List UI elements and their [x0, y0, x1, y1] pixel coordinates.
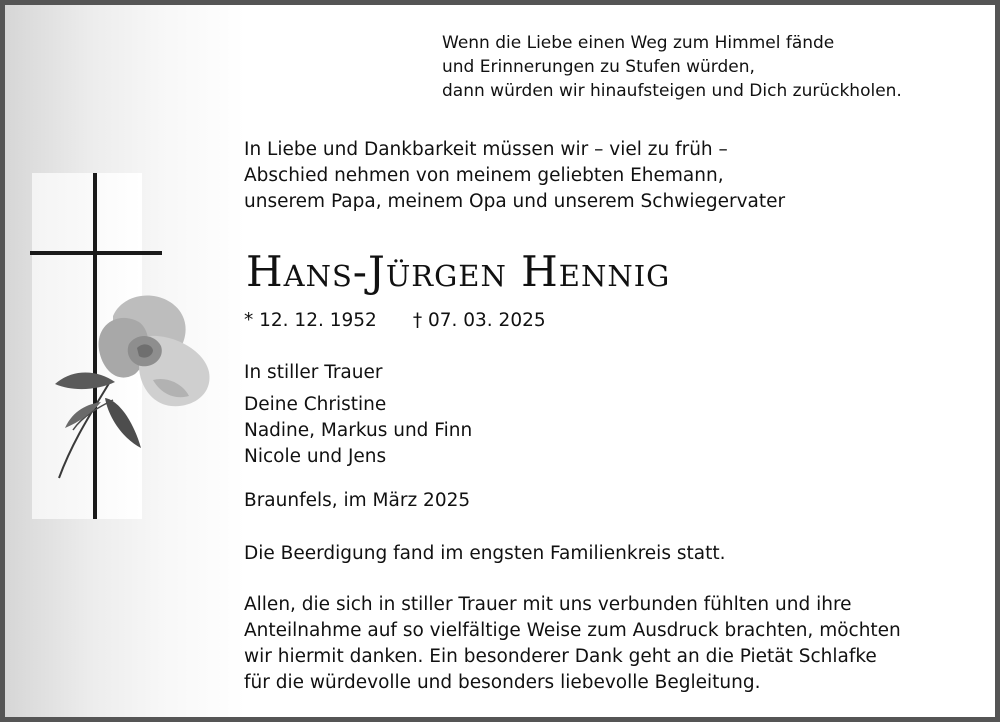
deceased-name: Hans-Jürgen Hennig: [246, 247, 671, 296]
funeral-note: Die Beerdigung fand im engsten Familienkreis statt.: [244, 543, 726, 564]
family-list: [244, 392, 472, 470]
birth-date: * 12. 12. 1952: [244, 310, 377, 331]
cross-bar: [30, 251, 162, 255]
death-date: † 07. 03. 2025: [412, 310, 546, 331]
intro-line: In Liebe und Dankbarkeit müssen wir – viel zu früh –: [244, 139, 728, 160]
place-date: Braunfels, im März 2025: [244, 490, 471, 511]
intro-line: unserem Papa, meinem Opa und unserem Schwiegervater: [244, 191, 786, 212]
poem-line: dann würden wir hinaufsteigen und Dich zurückholen.: [442, 81, 902, 101]
poem-line: Wenn die Liebe einen Weg zum Himmel fände: [442, 33, 835, 53]
thanks-text: [244, 592, 901, 696]
mourning-label: In stiller Trauer: [244, 362, 383, 383]
intro-line: Abschied nehmen von meinem geliebten Ehemann,: [244, 165, 724, 186]
poem-line: und Erinnerungen zu Stufen würden,: [442, 57, 755, 77]
thanks-line: Anteilnahme auf so vielfältige Weise zum Ausdruck brachten, möchten: [244, 620, 901, 641]
family-member: Nadine, Markus und Finn: [244, 420, 473, 441]
thanks-line: Allen, die sich in stiller Trauer mit uns verbunden fühlten und ihre: [244, 594, 852, 615]
flower-icon: [43, 280, 223, 480]
poem-verse: [442, 31, 902, 103]
thanks-line: für die würdevolle und besonders liebevolle Begleitung.: [244, 672, 761, 693]
thanks-line: wir hiermit danken. Ein besonderer Dank geht an die Pietät Schlafke: [244, 646, 877, 667]
intro-text: [244, 137, 785, 215]
family-member: Deine Christine: [244, 394, 387, 415]
life-dates: [244, 308, 546, 334]
family-member: Nicole und Jens: [244, 446, 387, 467]
